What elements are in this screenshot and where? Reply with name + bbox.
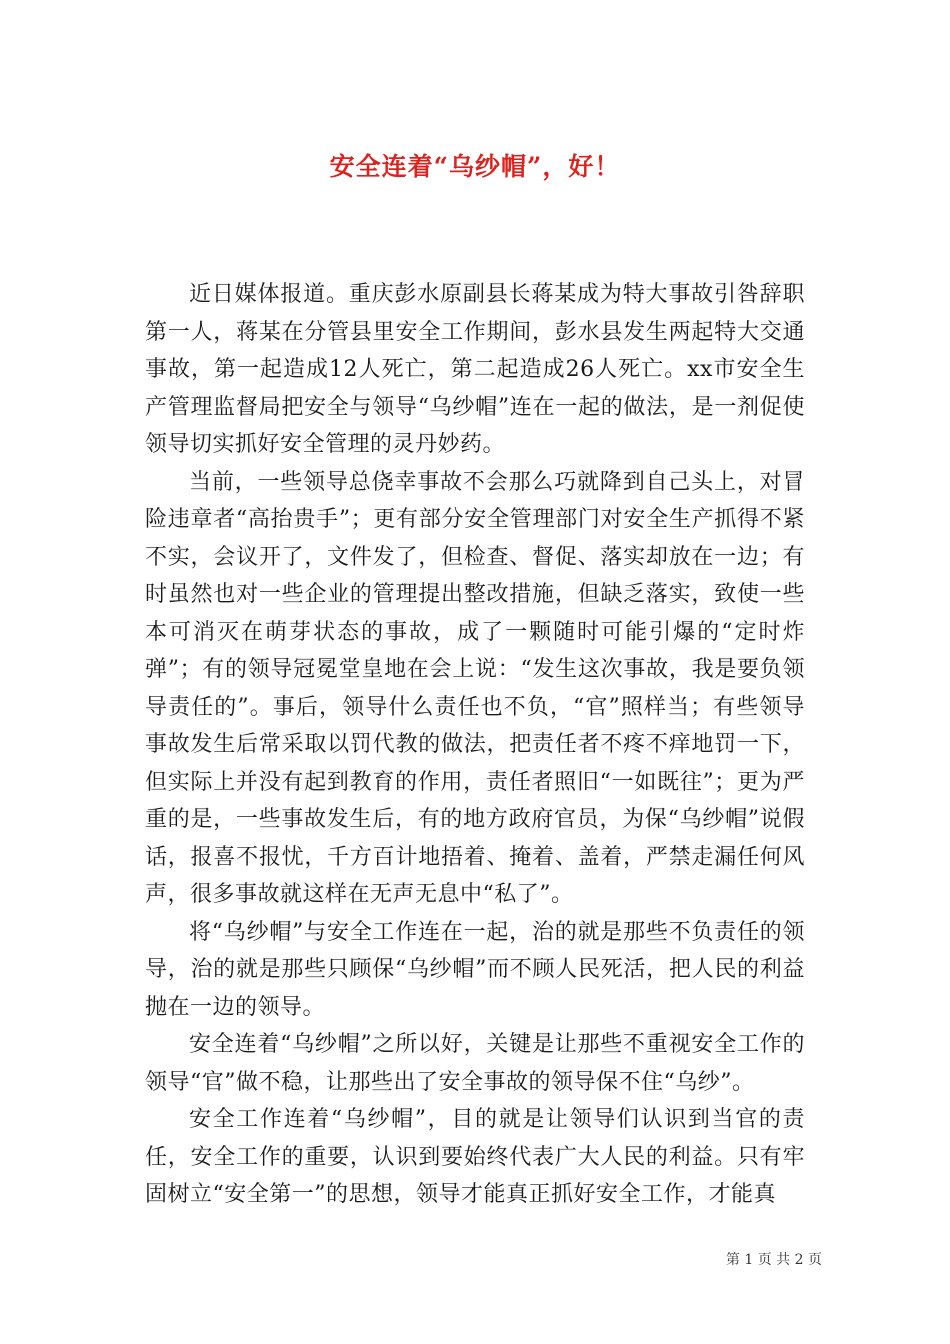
paragraph: 安全工作连着“乌纱帽”，目的就是让领导们认识到当官的责任，安全工作的重要，认识到要始终代表广大人民的利益。只有牢固树立“安全第一”的思想，领导才能真正抓好安全工作，才能真 xyxy=(145,1107,805,1207)
page-mid: 页 共 xyxy=(757,1252,791,1268)
paragraph: 近日媒体报道。重庆彭水原副县长蒋某成为特大事故引咎辞职第一人，蒋某在分管县里安全工作期间，彭水县发生两起特大交通事故，第一起造成12人死亡，第二起造成26人死亡。xx市安全生产管理监督局把安全与领导“乌纱帽”连在一起的做法，是一剂促使领导切实抓好安全管理的灵丹妙药。 xyxy=(145,282,805,457)
page-prefix: 第 xyxy=(725,1252,740,1268)
document-body xyxy=(145,276,805,1214)
total-pages-number: 2 xyxy=(794,1252,804,1268)
paragraph: 将“乌纱帽”与安全工作连在一起，治的就是那些不负责任的领导，治的就是那些只顾保“乌纱帽”而不顾人民死活，把人民的利益抛在一边的领导。 xyxy=(145,919,805,1020)
paragraph: 安全连着“乌纱帽”之所以好，关键是让那些不重视安全工作的领导“官”做不稳，让那些出了安全事故的领导保不住“乌纱”。 xyxy=(145,1032,805,1095)
paragraph: 当前，一些领导总侥幸事故不会那么巧就降到自己头上，对冒险违章者“高抬贵手”；更有部分安全管理部门对安全生产抓得不紧不实，会议开了，文件发了，但检查、督促、落实却放在一边；有时虽然也对一些企业的管理提出整改措施，但缺乏落实，致使一些本可消灭在萌芽状态的事故，成了一颗随时可能引爆的“定时炸弹”；有的领导冠冕堂皇地在会上说：“发生这次事故，我是要负领导责任的”。事后，领导什么责任也不负，“官”照样当；有些领导事故发生后常采取以罚代教的做法，把责任者不疼不痒地罚一下，但实际上并没有起到教育的作用，责任者照旧“一如既往”；更为严重的是，一些事故发生后，有的地方政府官员，为保“乌纱帽”说假话，报喜不报忧，千方百计地捂着、掩着、盖着，严禁走漏任何风声，很多事故就这样在无声无息中“私了”。 xyxy=(145,469,805,907)
current-page-number: 1 xyxy=(744,1252,754,1268)
page-number-footer xyxy=(726,1251,822,1269)
document-title: 安全连着“乌纱帽”，好！ xyxy=(329,151,621,181)
page-suffix: 页 xyxy=(808,1252,822,1268)
